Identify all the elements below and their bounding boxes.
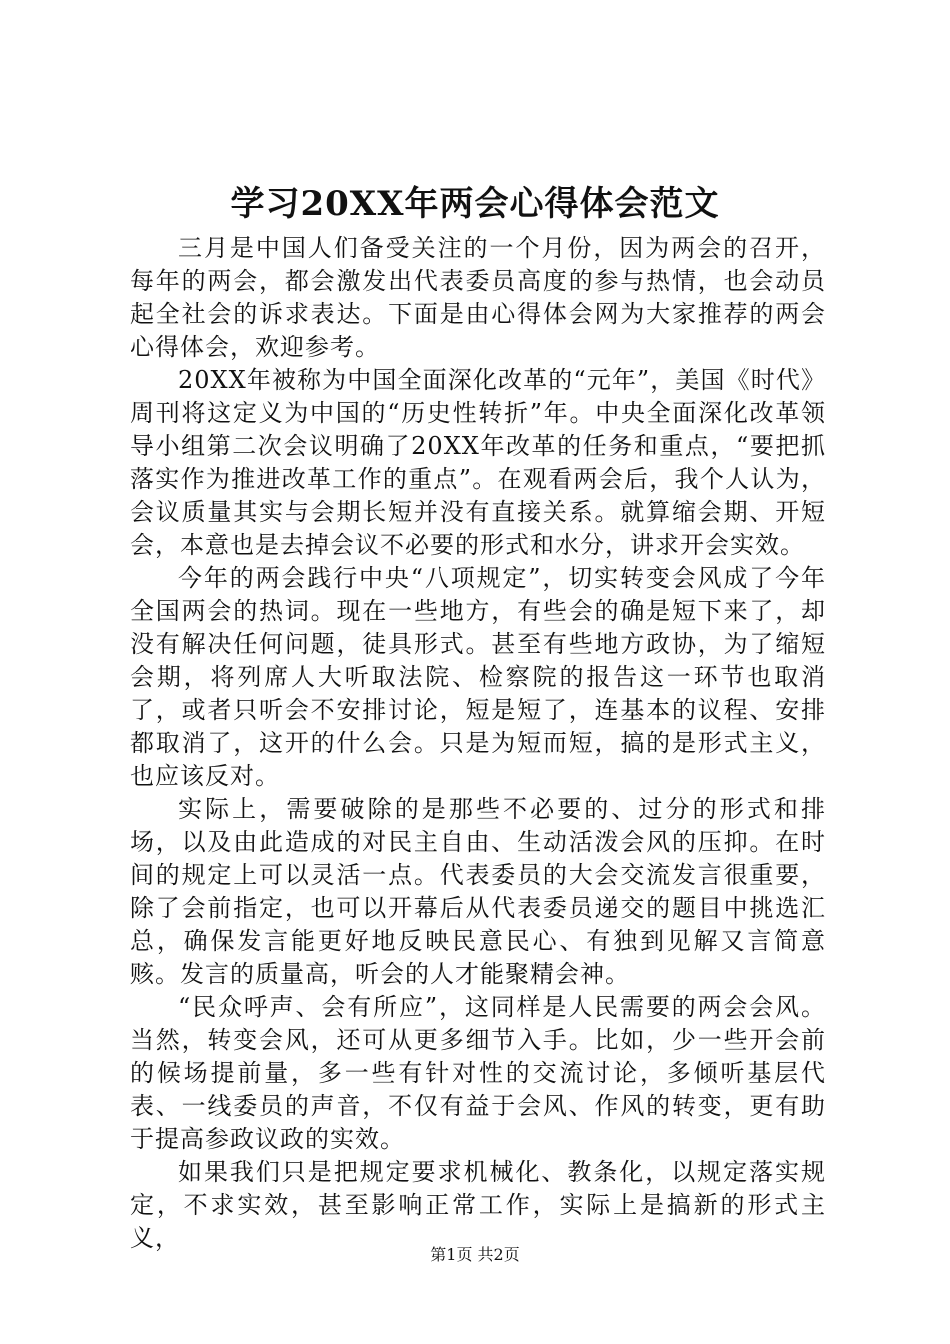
paragraph-intro: 三月是中国人们备受关注的一个月份，因为两会的召开，每年的两会，都会激发出代表委员高度的参与热情，也会动员起全社会的诉求表达。下面是由心得体会网为大家推荐的两会心得体会，欢迎参考。 [130,234,826,361]
page-footer: 第1页 共2页 [430,1245,520,1264]
paragraph-mechanical-rules: 如果我们只是把规定要求机械化、教条化，以规定落实规定，不求实效，甚至影响正常工作，实际上是搞新的形式主义， [130,1158,826,1252]
paragraph-eight-rules: 今年的两会践行中央“八项规定”，切实转变会风成了今年全国两会的热词。现在一些地方，有些会的确是短下来了，却没有解决任何问题，徒具形式。甚至有些地方政协，为了缩短会期，将列席人大听取法院、检察院的报告这一环节也取消了，或者只听会不安排讨论，短是短了，连基本的议程、安排都取消了，这开的什么会。只是为短而短，搞的是形式主义，也应该反对。 [130,564,826,790]
document-body [130,232,826,1255]
paragraph-formalism: 实际上，需要破除的是那些不必要的、过分的形式和排场，以及由此造成的对民主自由、生动活泼会风的压抑。在时间的规定上可以灵活一点。代表委员的大会交流发言很重要，除了会前指定，也可以开幕后从代表委员递交的题目中挑选汇总，确保发言能更好地反映民意民心、有独到见解又言简意赅。发言的质量高，听会的人才能聚精会神。 [130,795,826,988]
paragraph-reform: 20XX年被称为中国全面深化改革的“元年”，美国《时代》周刊将这定义为中国的“历史性转折”年。中央全面深化改革领导小组第二次会议明确了20XX年改革的任务和重点，“要把抓落实作为推进改革工作的重点”。在观看两会后，我个人认为，会议质量其实与会期长短并没有直接关系。就算缩会期、开短会，本意也是去掉会议不必要的形式和水分，讲求开会实效。 [130,366,826,559]
document-title: 学习20XX年两会心得体会范文 [230,184,720,224]
paragraph-public-voice: “民众呼声、会有所应”，这同样是人民需要的两会会风。当然，转变会风，还可从更多细节入手。比如，少一些开会前的候场提前量，多一些有针对性的交流讨论，多倾听基层代表、一线委员的声音，不仅有益于会风、作风的转变，更有助于提高参政议政的实效。 [130,993,826,1153]
